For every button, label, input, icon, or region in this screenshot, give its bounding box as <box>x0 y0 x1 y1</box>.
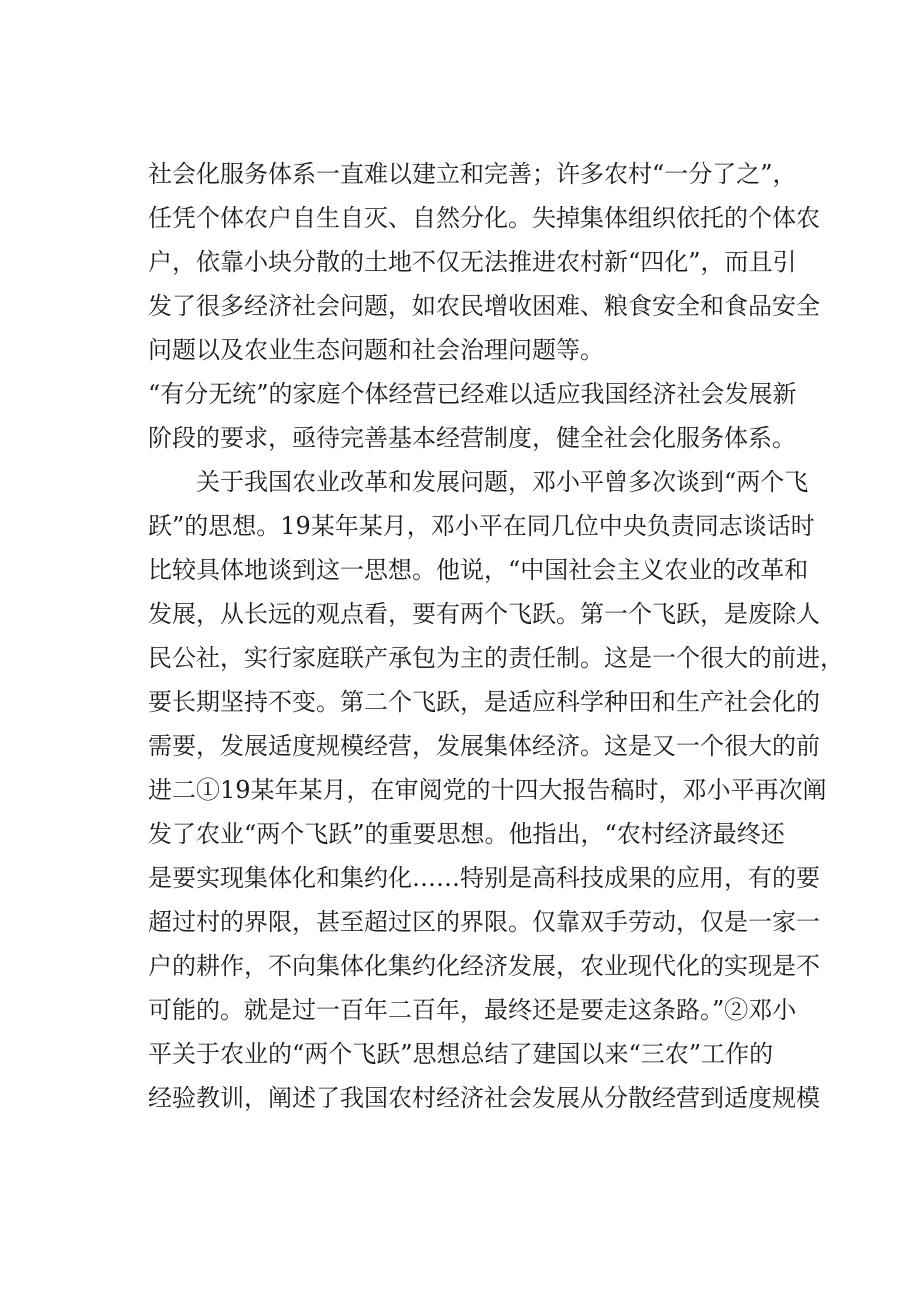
text-line: 经验教训，阐述了我国农村经济社会发展从分散经营到适度规模 <box>148 1084 820 1112</box>
paragraph-2 <box>148 372 808 460</box>
text-line: 发了农业“两个飞跃”的重要思想。他指出，“农村经济最终还 <box>148 820 785 848</box>
text-line: “有分无统”的家庭个体经营已经难以适应我国经济社会发展新 <box>148 380 797 408</box>
text-line: 进二①19某年某月，在审阅党的十四大报告稿时，邓小平再次阐 <box>148 776 827 804</box>
text-line: 户，依靠小块分散的土地不仅无法推进农村新“四化”，而且引 <box>148 248 797 276</box>
text-line: 问题以及农业生态问题和社会治理问题等。 <box>148 336 604 364</box>
text-line: 比较具体地谈到这一思想。他说，“中国社会主义农业的改革和 <box>148 556 809 584</box>
text-line: 可能的。就是过一百年二百年，最终还是要走这条路。”②邓小 <box>148 996 797 1024</box>
text-line: 民公社，实行家庭联产承包为主的责任制。这是一个很大的前进， <box>148 644 844 672</box>
paragraph-3 <box>148 460 844 1120</box>
text-line: 发了很多经济社会问题，如农民增收困难、粮食安全和食品安全 <box>148 292 820 320</box>
text-line: 跃”的思想。19某年某月，邓小平在同几位中央负责同志谈话时 <box>148 512 815 540</box>
text-line: 社会化服务体系一直难以建立和完善；许多农村“一分了之”， <box>148 160 797 188</box>
text-line: 是要实现集体化和集约化……特别是高科技成果的应用，有的要 <box>148 864 820 892</box>
text-line: 超过村的界限，甚至超过区的界限。仅靠双手劳动，仅是一家一 <box>148 908 820 936</box>
text-line: 户的耕作，不向集体化集约化经济发展，农业现代化的实现是不 <box>148 952 820 980</box>
text-line: 需要，发展适度规模经营，发展集体经济。这是又一个很大的前 <box>148 732 820 760</box>
text-line: 平关于农业的“两个飞跃”思想总结了建国以来“三农”工作的 <box>148 1040 774 1068</box>
text-line: 阶段的要求，亟待完善基本经营制度，健全社会化服务体系。 <box>148 424 796 452</box>
paragraph-1 <box>148 152 820 372</box>
text-line: 发展，从长远的观点看，要有两个飞跃。第一个飞跃，是废除人 <box>148 600 820 628</box>
text-line: 关于我国农业改革和发展问题，邓小平曾多次谈到“两个飞 <box>196 468 809 496</box>
text-line: 要长期坚持不变。第二个飞跃，是适应科学种田和生产社会化的 <box>148 688 820 716</box>
text-line: 任凭个体农户自生自灭、自然分化。失掉集体组织依托的个体农 <box>148 204 820 232</box>
